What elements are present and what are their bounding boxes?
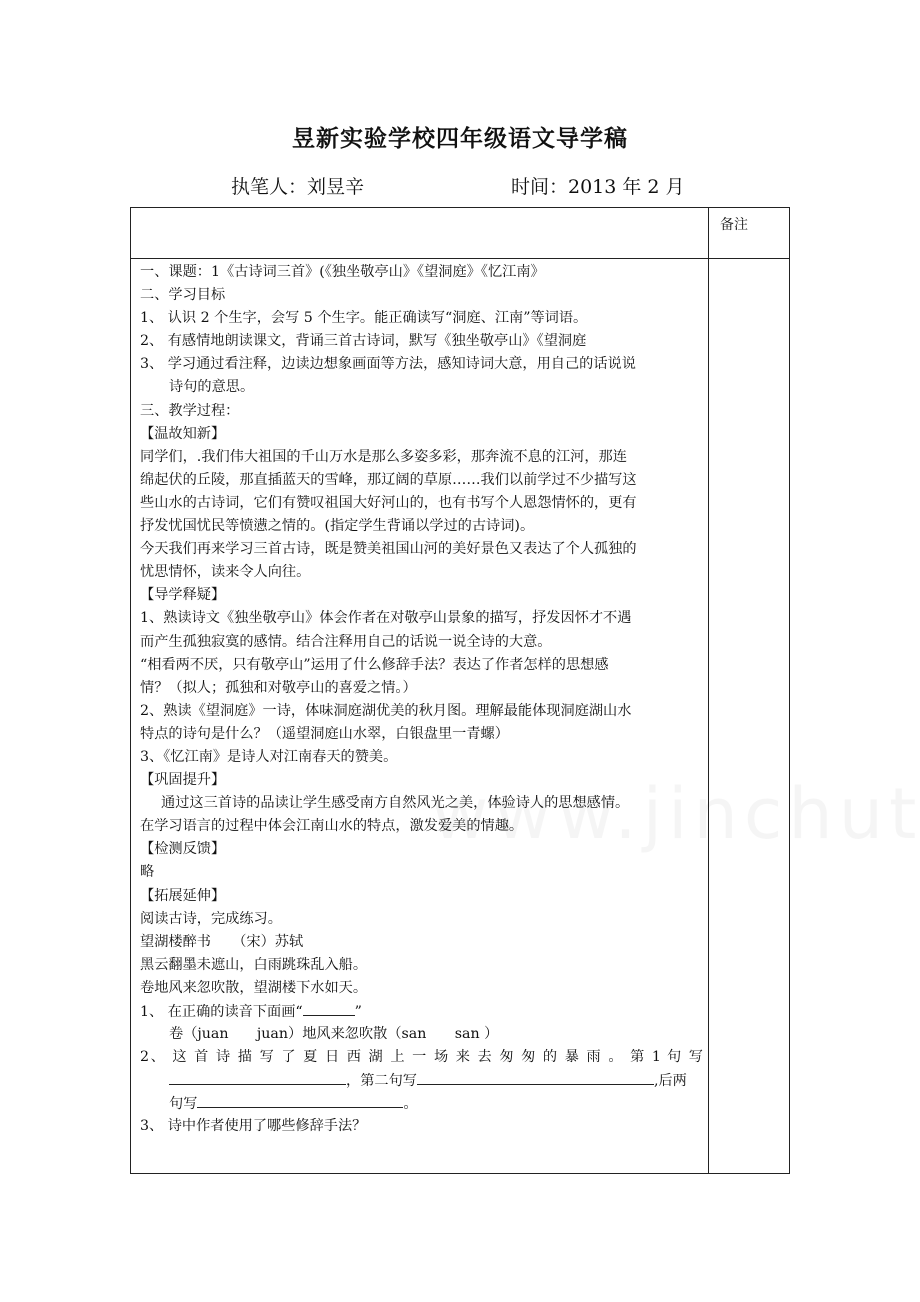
section-heading: 【导学释疑】 [140,587,226,604]
lesson-line: 抒发忧国忧民等愤懑之情的。(指定学生背诵以学过的古诗词)。 [140,518,535,535]
lesson-line: “相看两不厌，只有敬亭山”运用了什么修辞手法？表达了作者怎样的思想感 [140,656,609,673]
lesson-table [130,207,790,1174]
section-heading: 【温故知新】 [140,425,226,442]
question-2-last-label: 句写 [169,1096,198,1113]
section-heading: 【巩固提升】 [140,772,226,789]
notes-column-header: 备注 [720,217,748,233]
question-1-text: 1、 在正确的读音下面画“ [140,1004,303,1020]
date-line: 时间：2013 年 2 月 [511,176,685,198]
section-heading: 【拓展延伸】 [140,887,226,904]
pronunciation-choice-line: 卷（juan juan）地风来忽吹散（san san ） [169,1026,499,1043]
lesson-line: 1、熟读诗文《独坐敬亭山》体会作者在对敬亭山景象的描写，抒发因怀才不遇 [140,610,632,627]
document-title: 昱新实验学校四年级语文导学稿 [292,126,628,152]
poem-title-line: 望湖楼醉书 （宋）苏轼 [140,933,304,950]
question-1 [140,1000,703,1023]
question-2-line-2 [140,1069,703,1092]
lesson-line: 诗句的意思。 [169,379,255,396]
lesson-line: 些山水的古诗词，它们有赞叹祖国大好河山的，也有书写个人恩怨情怀的，更有 [140,494,637,511]
poem-line: 卷地风来忽吹散，望湖楼下水如天。 [140,979,368,996]
lesson-line: 忧思情怀，读来令人向往。 [140,564,311,581]
question-2-third-label: ,后两 [653,1073,687,1090]
column-divider [708,208,709,1173]
lesson-line: 二、学习目标 [140,287,226,304]
lesson-line: 1、 认识 2 个生字，会写 5 个生字。能正确读写“洞庭、江南”等词语。 [140,310,588,327]
question-1-quote-close: ” [354,1004,362,1020]
lesson-line: 2、 有感情地朗读课文，背诵三首古诗词，默写《独坐敬亭山》《望洞庭 [140,333,587,350]
lesson-line: 略 [140,864,155,881]
poem-line: 黑云翻墨未遮山，白雨跳珠乱入船。 [140,956,368,973]
lesson-content [140,261,703,1139]
question-2-line: 2、 这 首 诗 描 写 了 夏 日 西 湖 上 一 场 来 去 匆 匆 的 暴 雨 。 第 1 句 写 [140,1049,703,1066]
lesson-line: 在学习语言的过程中体会江南山水的特点，激发爱美的情趣。 [140,818,524,835]
lesson-line: 同学们，.我们伟大祖国的千山万水是那么多姿多彩，那奔流不息的江河，那连 [140,448,627,465]
lesson-line: 2、熟读《望洞庭》一诗，体味洞庭湖优美的秋月图。理解最能体现洞庭湖山水 [140,702,632,719]
answer-blank[interactable] [417,1069,654,1085]
question-2-period: 。 [403,1096,418,1113]
lesson-line: 而产生孤独寂寞的感情。结合注释用自己的话说一说全诗的大意。 [140,633,552,650]
lesson-line: 阅读古诗，完成练习。 [140,910,282,927]
answer-blank[interactable] [303,1000,355,1016]
answer-blank[interactable] [197,1092,403,1108]
lesson-line: 绵起伏的丘陵，那直插蓝天的雪峰，那辽阔的草原……我们以前学过不少描写这 [140,471,637,488]
lesson-line: 特点的诗句是什么？（遥望洞庭山水翠，白银盘里一青螺） [140,725,509,742]
lesson-line: 3、 学习通过看注释，边读边想象画面等方法，感知诗词大意，用自己的话说说 [140,356,636,373]
lesson-line: 三、教学过程： [140,402,240,419]
question-2-line-3 [140,1092,703,1115]
lesson-line: 今天我们再来学习三首古诗，既是赞美祖国山河的美好景色又表达了个人孤独的 [140,541,637,558]
lesson-line: 通过这三首诗的品读让学生感受南方自然风光之美，体验诗人的思想感情。 [161,795,630,812]
question-2-second-label: ，第二句写 [346,1073,417,1090]
question-3: 3、 诗中作者使用了哪些修辞手法？ [140,1118,367,1135]
lesson-line: 一、课题：1《古诗词三首》(《独坐敬亭山》《望洞庭》《忆江南》 [140,264,545,280]
section-heading: 【检测反馈】 [140,841,226,858]
author-line: 执笔人：刘昱辛 [231,176,365,198]
lesson-line: 3、《忆江南》是诗人对江南春天的赞美。 [140,748,398,765]
header-row-divider [131,258,789,259]
lesson-line: 情？（拟人；孤独和对敬亭山的喜爱之情。） [140,679,417,696]
answer-blank[interactable] [169,1069,346,1085]
